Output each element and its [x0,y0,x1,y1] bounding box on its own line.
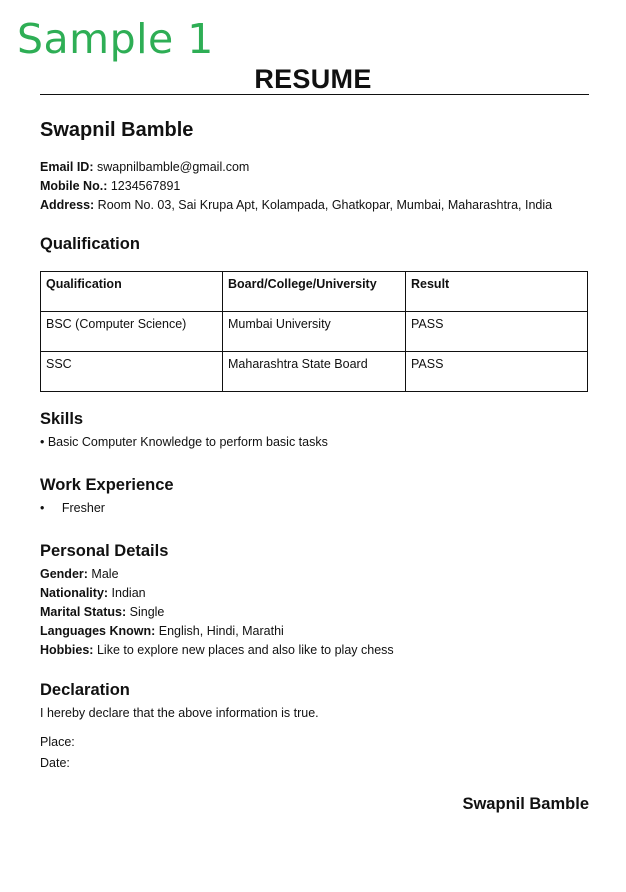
work-experience-heading: Work Experience [40,476,174,494]
declaration-text: I hereby declare that the above information is true. [40,706,319,720]
signature-name: Swapnil Bamble [462,795,589,813]
qualification-heading: Qualification [40,235,140,253]
mobile-label: Mobile No.: [40,179,108,193]
address-value: Room No. 03, Sai Krupa Apt, Kolampada, Ghatkopar, Mumbai, Maharashtra, India [97,198,553,212]
personal-details-heading: Personal Details [40,542,169,560]
sample-tag: Sample 1 [17,15,214,63]
personal-detail-row [40,622,284,641]
detail-label: Hobbies: [40,643,94,657]
table-row [41,352,588,392]
detail-value: Indian [111,586,146,600]
table-cell: PASS [406,352,588,392]
place-label: Place: [40,735,75,749]
personal-detail-row [40,641,394,660]
bullet-point: • [40,501,45,515]
table-cell: Maharashtra State Board [223,352,406,392]
detail-value: Like to explore new places and also like to play chess [96,643,394,657]
column-header: Board/College/University [223,272,406,312]
personal-detail-row [40,565,119,584]
title-divider [40,94,589,95]
detail-label: Marital Status: [40,605,127,619]
personal-detail-row [40,584,146,603]
candidate-name: Swapnil Bamble [40,119,194,141]
detail-value: Single [129,605,165,619]
table-header-row [41,272,588,312]
table-cell: BSC (Computer Science) [41,312,223,352]
email-line [40,158,249,177]
date-label: Date: [40,756,70,770]
personal-detail-row [40,603,164,622]
address-line [40,196,552,215]
detail-label: Languages Known: [40,624,156,638]
work-experience-text: Fresher [61,501,105,515]
mobile-line [40,177,180,196]
document-title: RESUME [254,64,372,94]
work-experience-item [40,499,105,518]
table-row [41,312,588,352]
email-label: Email ID: [40,160,94,174]
mobile-value: 1234567891 [110,179,181,193]
table-cell: SSC [41,352,223,392]
skills-heading: Skills [40,410,84,428]
table-cell: PASS [406,312,588,352]
address-label: Address: [40,198,95,212]
detail-label: Gender: [40,567,88,581]
detail-value: Male [91,567,119,581]
column-header: Result [406,272,588,312]
table-cell: Mumbai University [223,312,406,352]
declaration-heading: Declaration [40,681,130,699]
email-value: swapnilbamble@gmail.com [96,160,250,174]
skills-item: • Basic Computer Knowledge to perform basic tasks [40,435,328,449]
column-header: Qualification [41,272,223,312]
detail-value: English, Hindi, Marathi [158,624,284,638]
qualification-table [40,271,588,392]
detail-label: Nationality: [40,586,109,600]
